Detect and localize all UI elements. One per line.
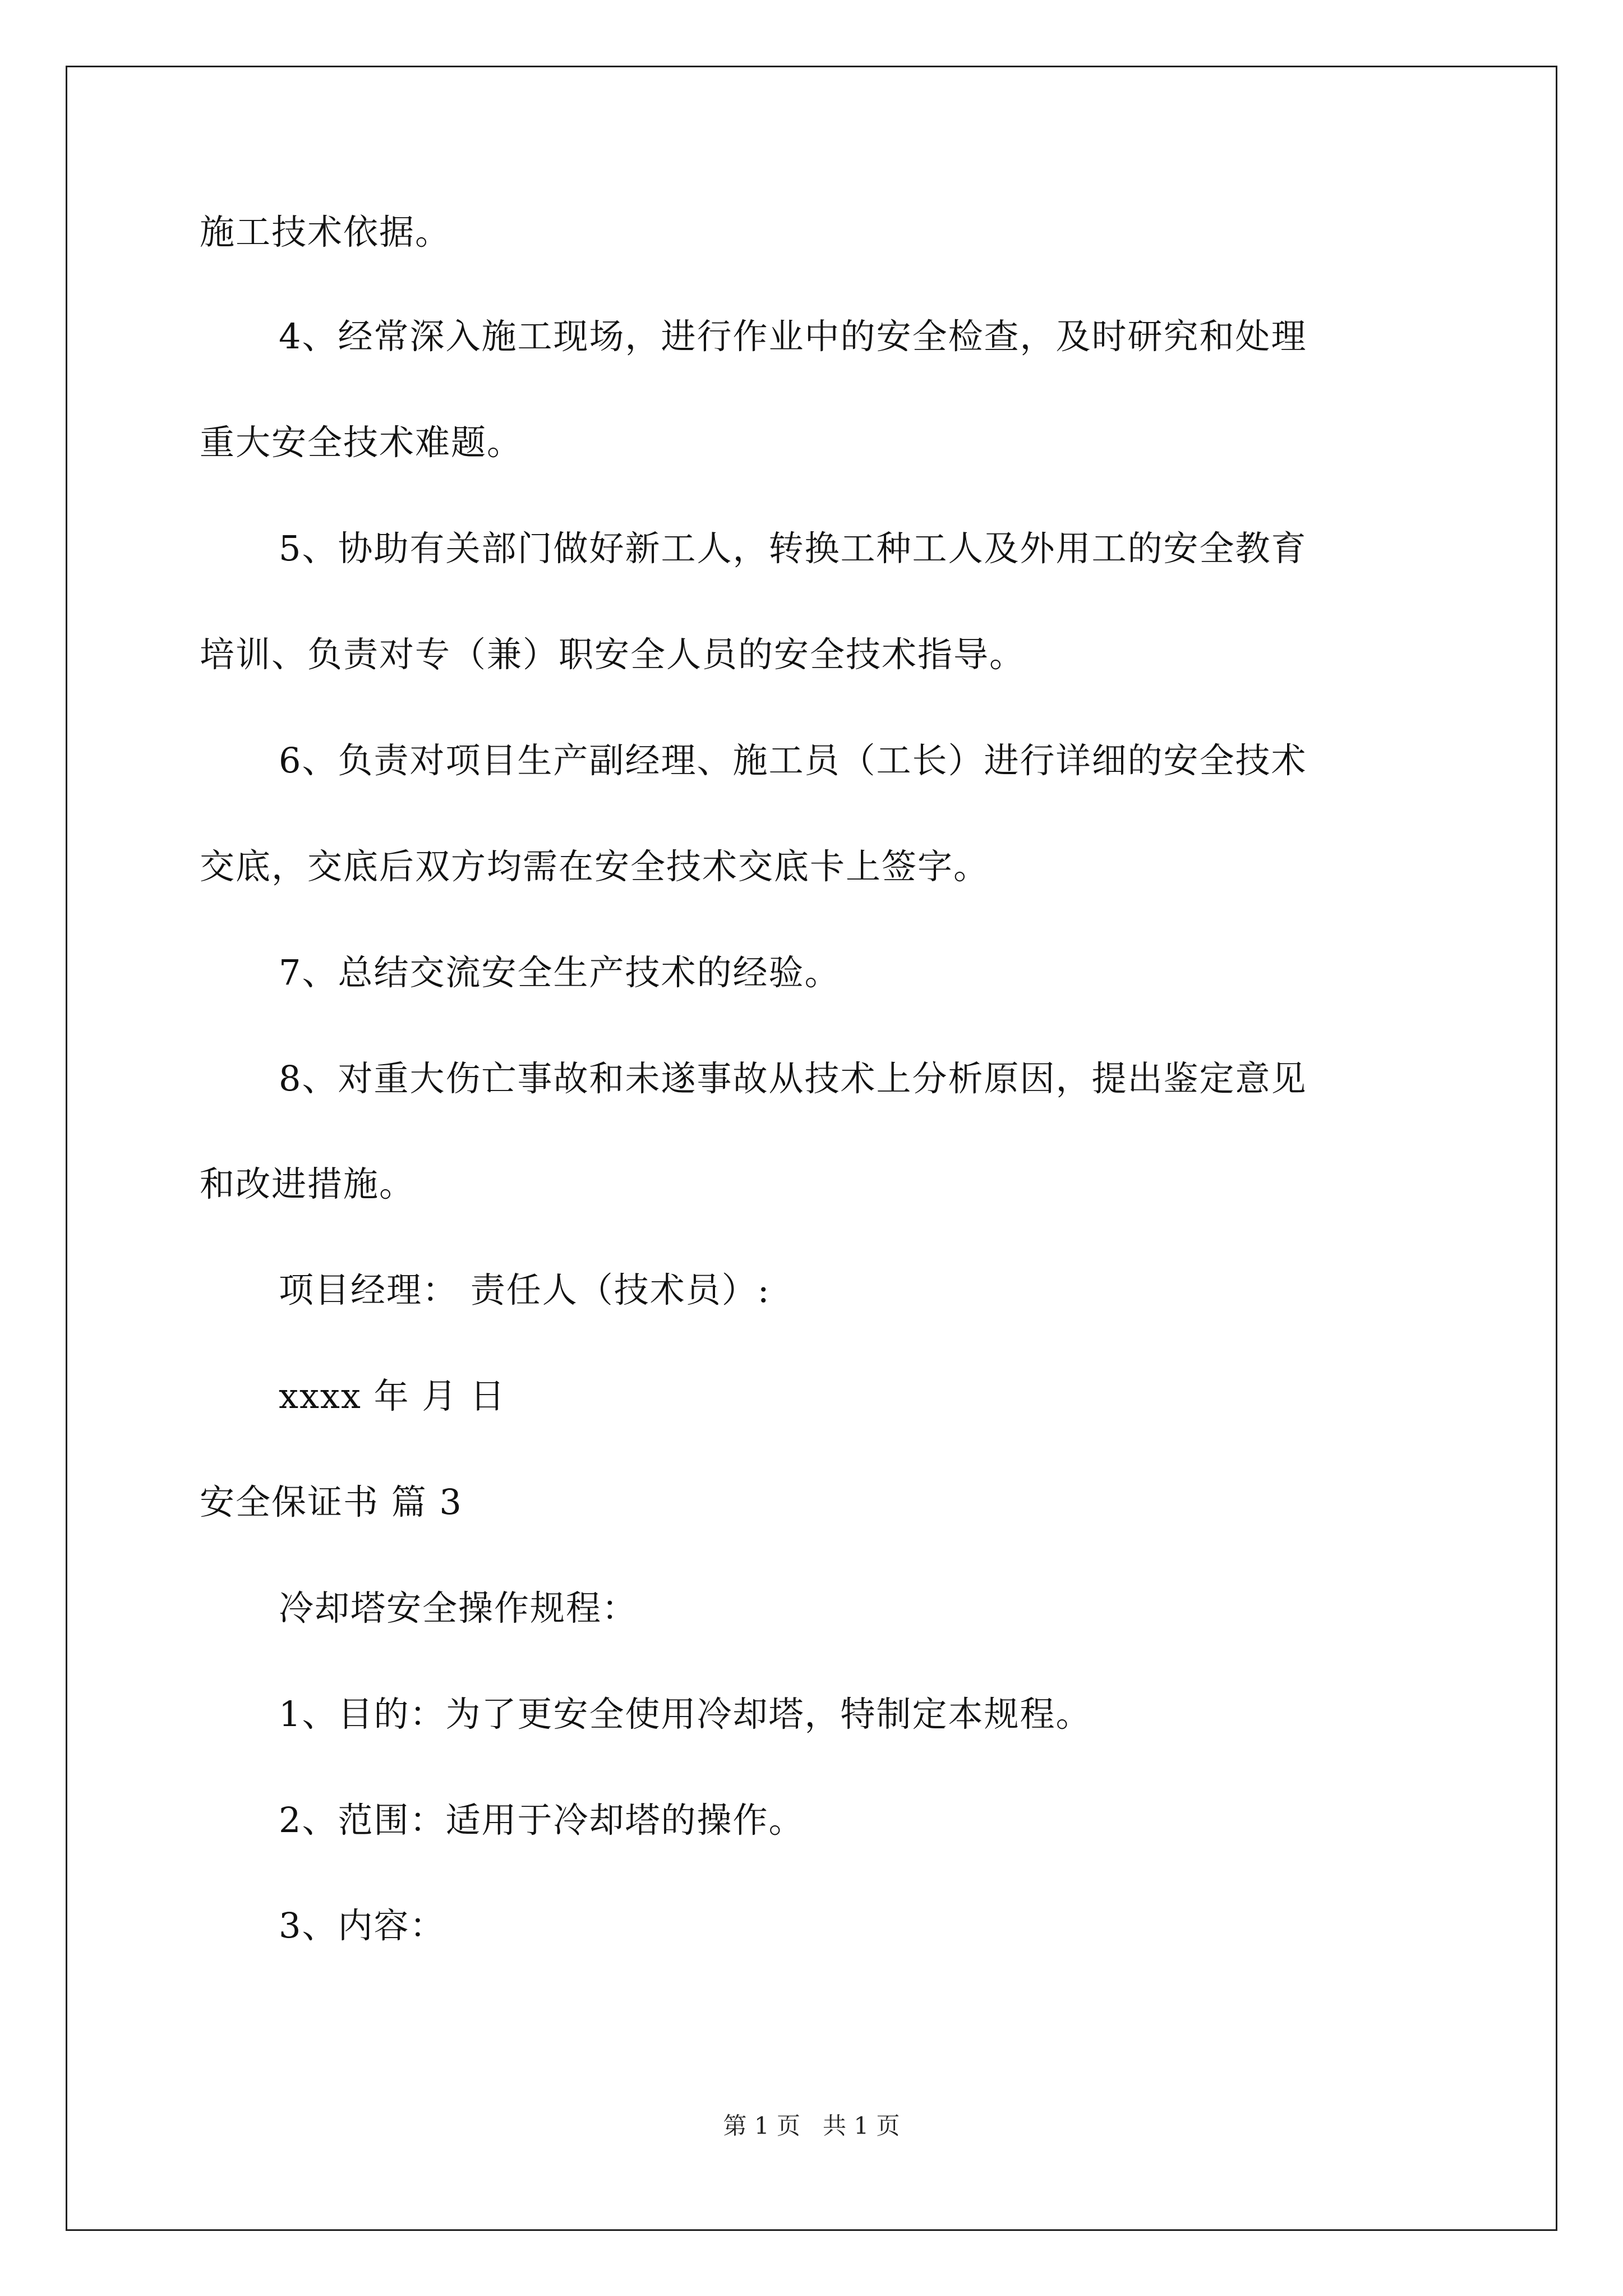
text-line: 4、经常深入施工现场，进行作业中的安全检查，及时研究和处理 (279, 316, 1307, 357)
text-line: 6、负责对项目生产副经理、施工员（工长）进行详细的安全技术 (279, 740, 1307, 781)
signature-line: 项目经理： 责任人（技术员）: (279, 1269, 771, 1310)
page-number-footer: 第 1 页 共 1 页 (723, 2112, 900, 2139)
text-line: 1、目的：为了更安全使用冷却塔，特制定本规程。 (279, 1694, 1092, 1734)
text-line: 2、范围：适用于冷却塔的操作。 (279, 1800, 805, 1841)
text-line: 交底，交底后双方均需在安全技术交底卡上签字。 (200, 846, 990, 887)
text-line: 培训、负责对专（兼）职安全人员的安全技术指导。 (200, 634, 1026, 675)
text-line: 施工技术依据。 (200, 211, 451, 252)
section-heading: 安全保证书 篇 3 (200, 1481, 463, 1522)
text-line: 3、内容： (279, 1905, 446, 1946)
text-line: 和改进措施。 (200, 1163, 416, 1204)
text-line: 冷却塔安全操作规程： (279, 1588, 638, 1628)
text-line: 8、对重大伤亡事故和未遂事故从技术上分析原因，提出鉴定意见 (279, 1058, 1307, 1099)
text-line: 7、总结交流安全生产技术的经验。 (279, 952, 841, 993)
date-line: xxxx 年 月 日 (279, 1375, 506, 1416)
text-line: 重大安全技术难题。 (200, 422, 523, 463)
text-line: 5、协助有关部门做好新工人，转换工种工人及外用工的安全教育 (279, 528, 1307, 569)
